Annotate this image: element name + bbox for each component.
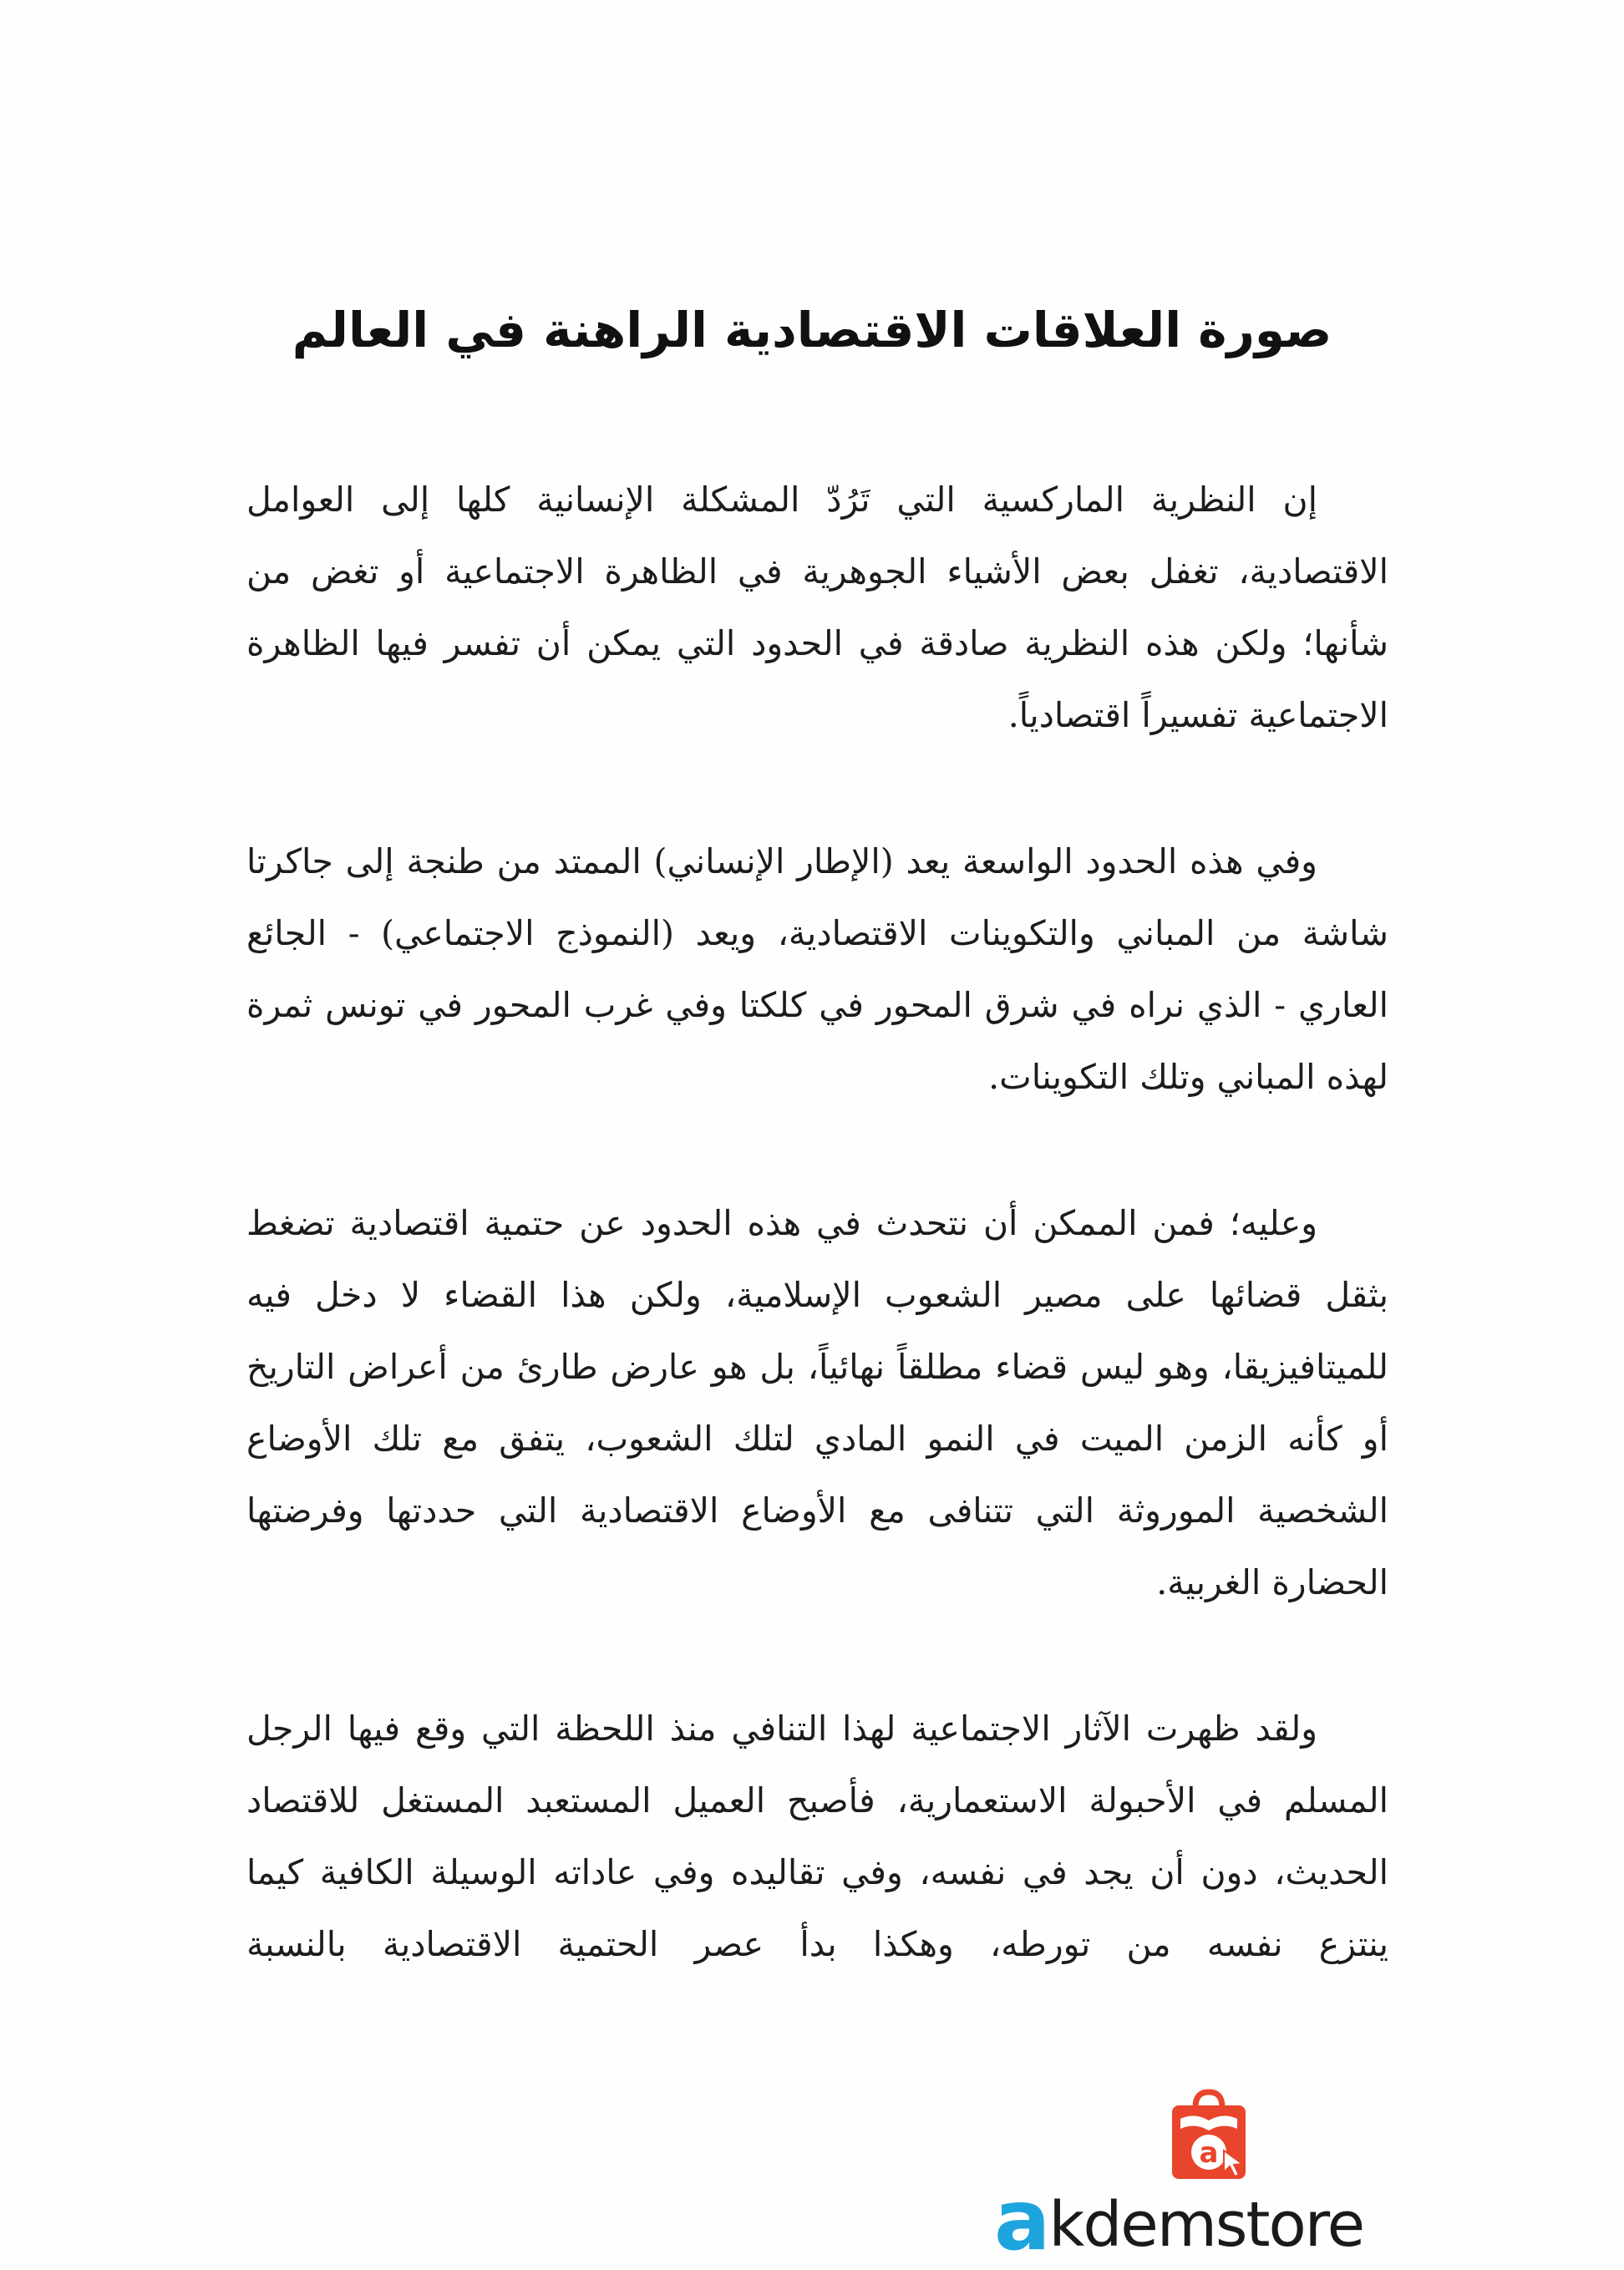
logo-wordmark-initial: a — [994, 2171, 1049, 2269]
body-text — [246, 464, 1388, 1980]
paragraph-3: وعليه؛ فمن الممكن أن نتحدث في هذه الحدود عن حتمية اقتصادية تضغط بثقل قضائها على مصير الشعوب الإسلامية، ولكن هذا القضاء لا دخل فيه للميتافيزيقا، وهو ليس قضاء مطلقاً نهائياً، بل هو عارض طارئ من أعراض التاريخ أو كأنه الزمن الميت في النمو المادي لتلك الشعوب، يتفق مع تلك الأوضاع الشخصية الموروثة التي تتنافى مع الأوضاع الاقتصادية التي حددتها وفرضتها الحضارة الغربية. — [246, 1203, 1388, 1602]
logo-wordmark-rest: kdemstore — [1048, 2189, 1364, 2261]
paragraph-2: وفي هذه الحدود الواسعة يعد (الإطار الإنساني) الممتد من طنجة إلى جاكرتا شاشة من المباني والتكوينات الاقتصادية، ويعد (النموذج الاجتماعي) - الجائع العاري - الذي نراه في شرق المحور في كلكتا وفي غرب المحور في تونس ثمرة لهذه المباني وتلك التكوينات. — [246, 841, 1388, 1097]
shopping-bag-book-icon — [1165, 2089, 1252, 2182]
store-logo — [994, 2089, 1429, 2269]
logo-wordmark — [994, 2171, 1364, 2269]
paragraph-1: إن النظرية الماركسية التي تَرُدّ المشكلة الإنسانية كلها إلى العوامل الاقتصادية، تغفل بعض الأشياء الجوهرية في الظاهرة الاجتماعية أو تغض من شأنها؛ ولكن هذه النظرية صادقة في الحدود التي يمكن أن تفسر فيها الظاهرة الاجتماعية تفسيراً اقتصادياً. — [246, 480, 1388, 735]
logo-badge-letter: a — [1199, 2136, 1219, 2170]
paragraph-4: ولقد ظهرت الآثار الاجتماعية لهذا التنافي منذ اللحظة التي وقع فيها الرجل المسلم في الأحبولة الاستعمارية، فأصبح العميل المستعبد المستغل للاقتصاد الحديث، دون أن يجد في نفسه، وفي تقاليده وفي عاداته الوسيلة الكافية كيما ينتزع نفسه من تورطه، وهكذا بدأ عصر الحتمية الاقتصادية بالنسبة — [246, 1709, 1388, 1964]
chapter-title: صورة العلاقات الاقتصادية الراهنة في العالم — [292, 302, 1332, 358]
